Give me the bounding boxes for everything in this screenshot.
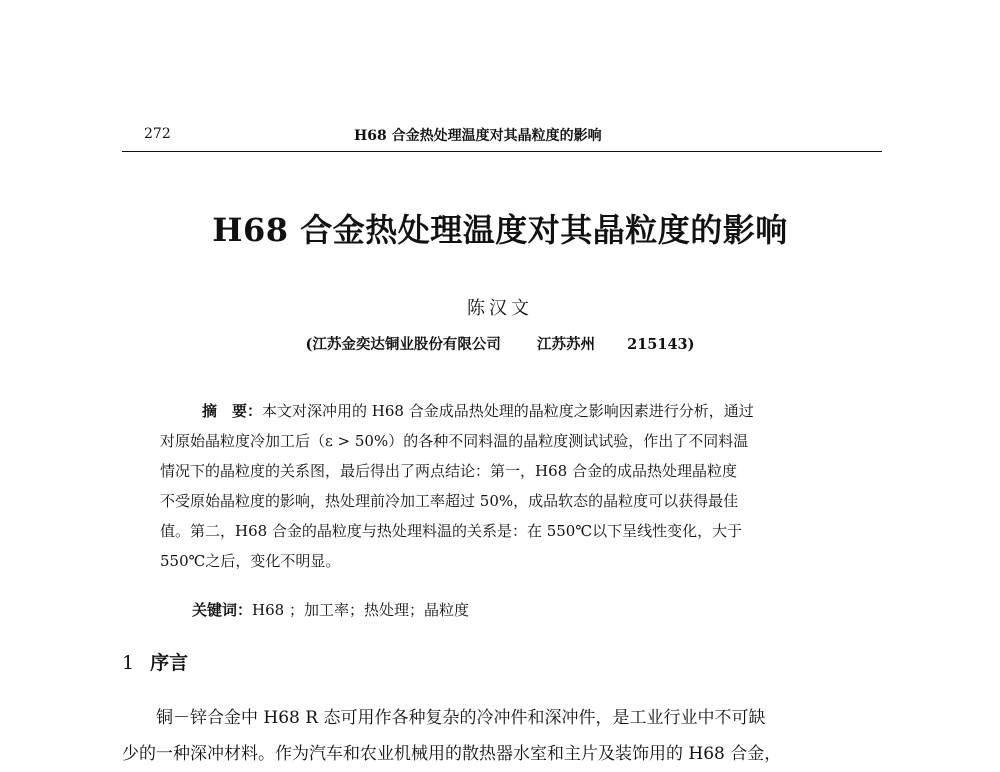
abstract-line [160, 396, 842, 426]
body-line-text: 铜－锌合金中 H68 R 态可用作各种复杂的冷冲件和深冲件，是工业行业中不可缺 [156, 708, 766, 728]
author-name: 陈汉文 [467, 298, 533, 319]
paper-title: H68 合金热处理温度对其晶粒度的影响 [212, 211, 788, 249]
author-affiliation [0, 333, 1000, 354]
affiliation-postcode: 215143) [627, 336, 695, 353]
body-line: 少的一种深冲材料。作为汽车和农业机械用的散热器水室和主片及装饰用的 H68 合金， [122, 744, 782, 764]
abstract-line: 550℃之后，变化不明显。 [160, 552, 341, 570]
header-rule [122, 151, 882, 152]
abstract [160, 396, 842, 576]
affiliation-location: 江苏苏州 [536, 336, 595, 353]
abstract-line: 对原始晶粒度冷加工后（ε > 50%）的各种不同料温的晶粒度测试试验，作出了不同料温 [160, 432, 749, 450]
abstract-line: 值。第二，H68 合金的晶粒度与热处理料温的关系是：在 550℃以下呈线性变化，大于 [160, 522, 743, 540]
body-line [122, 700, 882, 736]
keywords [192, 599, 469, 620]
abstract-line: 不受原始晶粒度的影响，热处理前冷加工率超过 50%，成品软态的晶粒度可以获得最佳 [160, 492, 739, 510]
abstract-line-text: 本文对深冲用的 H68 合金成品热处理的晶粒度之影响因素进行分析，通过 [262, 402, 754, 420]
abstract-label: 摘 要： [202, 402, 263, 420]
page-number: 272 [144, 126, 171, 142]
section-title: 序言 [150, 652, 189, 674]
abstract-line: 情况下的晶粒度的关系图，最后得出了两点结论：第一，H68 合金的成品热处理晶粒度 [160, 462, 737, 480]
section-heading [122, 648, 188, 675]
body-text [122, 700, 882, 772]
keywords-text: H68 ；加工率；热处理；晶粒度 [252, 601, 469, 619]
running-title: H68 合金热处理温度对其晶粒度的影响 [354, 128, 602, 144]
affiliation-organization: (江苏金奕达铜业股份有限公司 [305, 336, 501, 353]
running-header [122, 124, 882, 146]
keywords-label: 关键词： [192, 601, 253, 619]
section-number: 1 [122, 652, 135, 674]
